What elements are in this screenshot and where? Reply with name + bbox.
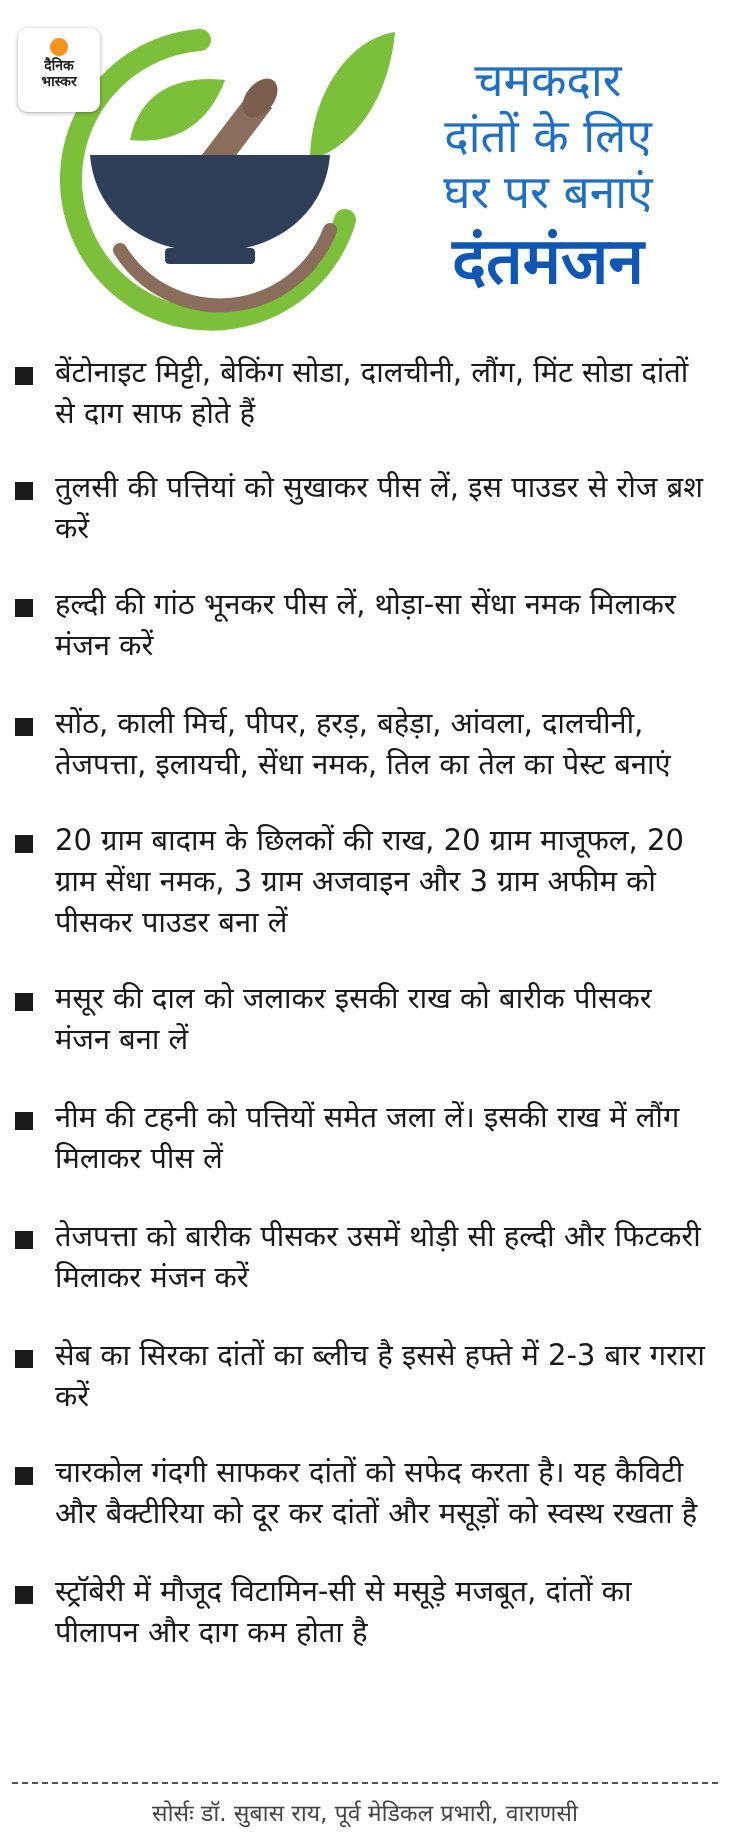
list-item bbox=[0, 352, 730, 434]
divider bbox=[12, 1782, 718, 1784]
bullet-icon bbox=[15, 993, 33, 1011]
bullet-icon bbox=[15, 599, 33, 617]
list-item bbox=[0, 1335, 730, 1417]
logo-line-1: दैनिक bbox=[44, 58, 74, 74]
list-item-text: स्ट्रॉबेरी में मौजूद विटामिन-सी से मसूड़े मजबूत, दांतों का पीलापन और दाग कम होता है bbox=[55, 1574, 632, 1649]
bullet-icon bbox=[15, 1231, 33, 1249]
list-item bbox=[0, 467, 730, 549]
tips-list bbox=[0, 352, 730, 1653]
bullet-icon bbox=[15, 367, 33, 385]
list-item bbox=[0, 1571, 730, 1653]
bullet-icon bbox=[15, 482, 33, 500]
list-item-text: सेब का सिरका दांतों का ब्लीच है इससे हफ्ते में 2-3 बार गरारा करें bbox=[55, 1338, 705, 1413]
list-item-text: सोंठ, काली मिर्च, पीपर, हरड़, बहेड़ा, आंवला, दालचीनी, तेजपत्ता, इलायची, सेंधा नमक, तिल का तेल का पेस्ट बनाएं bbox=[55, 706, 671, 781]
list-item-text: तेजपत्ता को बारीक पीसकर उसमें थोड़ी सी हल्दी और फिटकरी मिलाकर मंजन करें bbox=[55, 1219, 701, 1294]
list-item bbox=[0, 1452, 730, 1534]
bullet-icon bbox=[15, 1350, 33, 1368]
list-item-text: 20 ग्राम बादाम के छिलकों की राख, 20 ग्राम माजूफल, 20 ग्राम सेंधा नमक, 3 ग्राम अजवाइन और 3 ग्राम अफीम को पीसकर पाउडर बना लें bbox=[55, 823, 684, 939]
bullet-icon bbox=[15, 718, 33, 736]
list-item bbox=[0, 820, 730, 943]
bullet-icon bbox=[15, 1586, 33, 1604]
title-line-3: घर पर बनाएं bbox=[443, 165, 653, 219]
list-item-text: तुलसी की पत्तियां को सुखाकर पीस लें, इस पाउडर से रोज ब्रश करें bbox=[55, 470, 703, 545]
list-item bbox=[0, 978, 730, 1060]
sun-icon bbox=[50, 38, 68, 56]
list-item-text: बेंटोनाइट मिट्टी, बेकिंग सोडा, दालचीनी, लौंग, मिंट सोडा दांतों से दाग साफ होते हैं bbox=[55, 355, 689, 430]
header bbox=[0, 0, 730, 340]
list-item-text: मसूर की दाल को जलाकर इसकी राख को बारीक पीसकर मंजन बना लें bbox=[55, 981, 652, 1056]
brand-logo bbox=[18, 28, 100, 112]
list-item-text: चारकोल गंदगी साफकर दांतों को सफेद करता है। यह कैविटी और बैक्टीरिया को दूर कर दांतों और मसूड़ों को स्वस्थ रखता है bbox=[55, 1455, 698, 1530]
page-title bbox=[378, 52, 718, 302]
mortar-pestle-icon bbox=[60, 20, 400, 340]
list-item-text: नीम की टहनी को पत्तियों समेत जला लें। इसकी राख में लौंग मिलाकर पीस लें bbox=[55, 1100, 680, 1175]
list-item bbox=[0, 584, 730, 666]
title-line-2: दांतों के लिए bbox=[444, 109, 652, 163]
title-line-4: दंतमंजन bbox=[452, 225, 644, 299]
bullet-icon bbox=[15, 1112, 33, 1130]
list-item-text: हल्दी की गांठ भूनकर पीस लें, थोड़ा-सा सेंधा नमक मिलाकर मंजन करें bbox=[55, 587, 676, 662]
list-item bbox=[0, 1216, 730, 1298]
bullet-icon bbox=[15, 1467, 33, 1485]
logo-line-2: भास्कर bbox=[41, 74, 77, 90]
source-credit: सोर्सः डॉ. सुबास राय, पूर्व मेडिकल प्रभारी, वाराणसी bbox=[152, 1801, 578, 1827]
list-item bbox=[0, 703, 730, 785]
list-item bbox=[0, 1097, 730, 1179]
bullet-icon bbox=[15, 835, 33, 853]
title-line-1: चमकदार bbox=[474, 53, 622, 107]
